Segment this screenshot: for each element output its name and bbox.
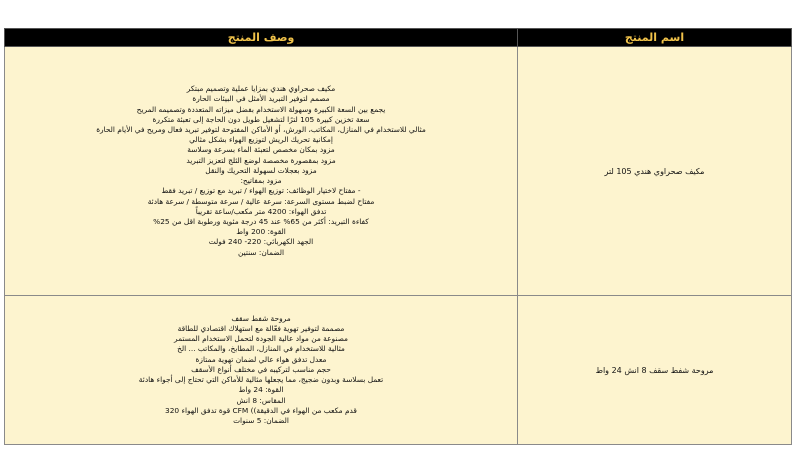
header-product-description: وصف المنتج xyxy=(5,29,518,47)
table-row xyxy=(5,47,792,296)
table-row xyxy=(5,296,792,445)
description-line: حجم مناسب لتركيبه في مختلف أنواع الأسقف xyxy=(191,364,331,374)
product-table xyxy=(4,28,792,445)
description-line: مزود بمفاتيح: xyxy=(240,176,282,186)
description-line: كفاءة التبريد: أكثر من 65% عند 45 درجة مئوية ورطوبة اقل من 25% xyxy=(153,216,369,226)
description-line: مصنوعة من مواد عالية الجودة لتحمل الاستخدام المستمر xyxy=(174,334,348,344)
description-line: مفتاح لضبط مستوى السرعة: سرعة عالية / سرعة متوسطة / سرعة هادئة xyxy=(147,196,375,206)
description-line: مكيف صحراوي هندي بمزايا عملية وتصميم مبتكر xyxy=(186,84,336,94)
description-line: مروحة شفط سقف xyxy=(231,313,291,323)
product-name-cell: مروحة شفط سقف 8 انش 24 واط xyxy=(518,296,792,445)
description-line: تعمل بسلاسة وبدون ضجيج، مما يجعلها مثالية للأماكن التي تحتاج إلى أجواء هادئة xyxy=(138,375,384,385)
header-row xyxy=(5,29,792,47)
product-name-cell: مكيف صحراوي هندي 105 لتر xyxy=(518,47,792,296)
description-line: المقاس: 8 انش xyxy=(236,395,286,405)
description-line: مثالي للاستخدام في المنازل، المكاتب، الورش، أو الأماكن المفتوحة لتوفير تبريد فعال ومريح في الأيام الحارة xyxy=(96,125,426,135)
header-product-name: اسم المنتج xyxy=(518,29,792,47)
description-line: القوة: 24 واط xyxy=(238,385,284,395)
description-line: مصمم لتوفير التبريد الأمثل في البيئات الحارة xyxy=(192,94,330,104)
description-line: يجمع بين السعة الكبيرة وسهولة الاستخدام بفضل ميزاته المتعددة وتصميمه المريح xyxy=(136,104,386,114)
description-line: الضمان: سنتين xyxy=(237,247,284,257)
description-line: الجهد الكهربائي: 220- 240 فولت xyxy=(208,237,314,247)
description-line: - مفتاح لاختيار الوظائف: توزيع الهواء / تبريد مع توزيع / تبريد فقط xyxy=(161,186,361,196)
description-line: مزود بعجلات لسهولة التحريك والنقل xyxy=(205,165,317,175)
product-description-cell xyxy=(5,296,518,445)
description-line: معدل تدفق هواء عالي لضمان تهوية ممتازة xyxy=(195,354,327,364)
description-line: مزود بمكان مخصص لتعبئة الماء بسرعة وسلاسة xyxy=(187,145,335,155)
description-line: الضمان: 5 سنوات xyxy=(233,415,289,425)
description-line: سعة تخزين كبيرة 105 لترًا لتشغيل طويل دون الحاجة إلى تعبئة متكررة xyxy=(152,114,370,124)
description-line: قدم مكعب من الهواء في الدقيقة)) CFM قوة تدفق الهواء 320 xyxy=(165,405,357,415)
description-line: مثالية للاستخدام في المنازل، المطابخ، والمكاتب ... الخ xyxy=(177,344,345,354)
description-line: مصممة لتوفير تهوية فعّالة مع استهلاك اقتصادي للطاقة xyxy=(177,324,345,334)
description-line: تدفق الهواء: 4200 متر مكعب/ساعة تقريباً xyxy=(195,206,327,216)
description-line: مزود بمقصورة مخصصة لوضع الثلج لتعزيز التبريد xyxy=(186,155,336,165)
description-line: إمكانية تحريك الريش لتوزيع الهواء بشكل مثالي xyxy=(189,135,333,145)
description-line: القوة: 200 واط xyxy=(236,227,286,237)
product-table-container xyxy=(4,28,792,445)
product-description-cell xyxy=(5,47,518,296)
